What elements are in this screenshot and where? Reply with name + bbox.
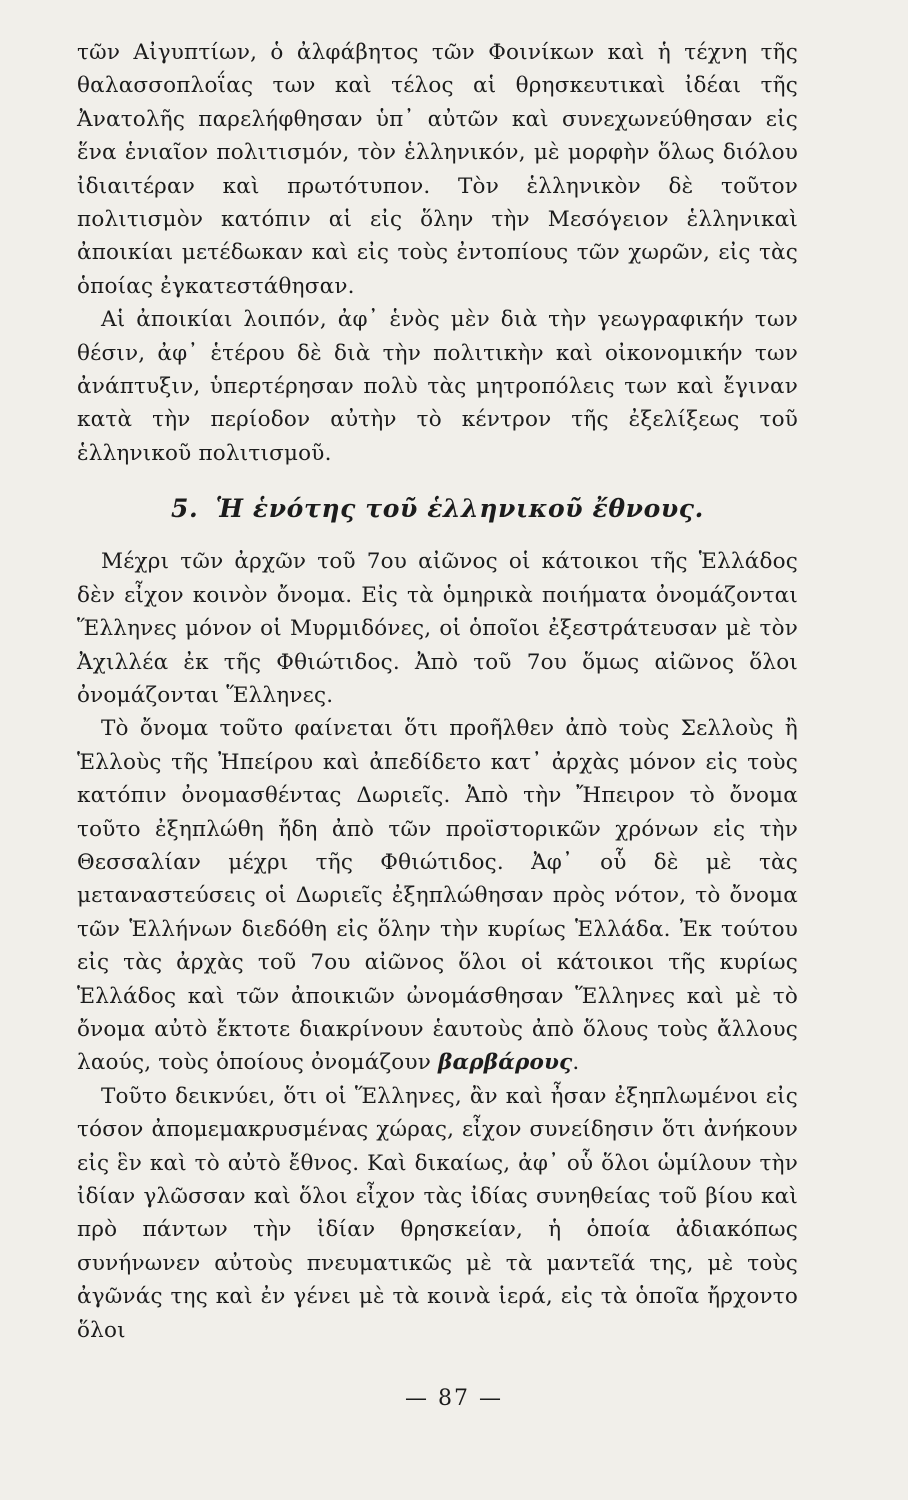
paragraph-4: [77, 712, 798, 1079]
section-heading: [77, 494, 798, 523]
paragraph-4-end: .: [572, 1050, 580, 1076]
paragraph-2: Αἱ ἀποικίαι λοιπόν, ἀφ᾽ ἑνὸς μὲν διὰ τὴν γεωγραφικήν των θέσιν, ἀφ᾽ ἑτέρου δὲ διὰ τὴν πολιτικὴν καὶ οἰκονομικήν των ἀνάπτυξιν, ὑπερτέρησαν πολὺ τὰς μητροπόλεις των καὶ ἔγιναν κατὰ τὴν περίοδον αὐτὴν τὸ κέντρον τῆς ἐξελίξεως τοῦ ἑλληνικοῦ πολιτισμοῦ.: [77, 307, 798, 466]
emphasized-word: βαρβάρους: [438, 1050, 573, 1076]
section-number: 5.: [171, 494, 199, 524]
paragraph-4-text: Τὸ ὄνομα τοῦτο φαίνεται ὅτι προῆλθεν ἀπὸ τοὺς Σελλοὺς ἢ Ἑλλοὺς τῆς Ἠπείρου καὶ ἀπεδίδετο κατ᾽ ἀρχὰς μόνον εἰς τοὺς κατόπιν ὀνομασθέντας Δωριεῖς. Ἀπὸ τὴν Ἤπειρον τὸ ὄνομα τοῦτο ἐξηπλώθη ἤδη ἀπὸ τῶν προϊστορικῶν χρόνων εἰς τὴν Θεσσαλίαν μέχρι τῆς Φθιώτιδος. Ἀφ᾽ οὗ δὲ μὲ τὰς μεταναστεύσεις οἱ Δωριεῖς ἐξηπλώθησαν πρὸς νότον, τὸ ὄνομα τῶν Ἑλλήνων διεδόθη εἰς ὅλην τὴν κυρίως Ἑλλάδα. Ἐκ τούτου εἰς τὰς ἀρχὰς τοῦ 7ου αἰῶνος ὅλοι οἱ κάτοικοι τῆς κυρίως Ἑλλάδος καὶ τῶν ἀποικιῶν ὠνομάσθησαν Ἕλληνες καὶ μὲ τὸ ὄνομα αὐτὸ ἔκτοτε διακρίνουν ἑαυτοὺς ἀπὸ ὅλους τοὺς ἄλλους λαούς, τοὺς ὁποίους ὀνομάζουν: [77, 716, 798, 1076]
paragraph-1: τῶν Αἰγυπτίων, ὁ ἀλφάβητος τῶν Φοινίκων καὶ ἡ τέχνη τῆς θαλασσοπλοΐας των καὶ τέλος αἱ θρησκευτικαὶ ἰδέαι τῆς Ἀνατολῆς παρελήφθησαν ὑπ᾽ αὐτῶν καὶ συνεχωνεύθησαν εἰς ἕνα ἑνιαῖον πολιτισμόν, τὸν ἑλληνικόν, μὲ μορφὴν ὅλως διόλου ἰδιαιτέραν καὶ πρωτότυπον. Τὸν ἑλληνικὸν δὲ τοῦτον πολιτισμὸν κατόπιν αἱ εἰς ὅλην τὴν Μεσόγειον ἑλληνικαὶ ἀποικίαι μετέδωκαν καὶ εἰς τοὺς ἐντοπίους τῶν χωρῶν, εἰς τὰς ὁποίας ἐγκατεστάθησαν.: [77, 40, 798, 299]
section-title: Ἡ ἑνότης τοῦ ἑλληνικοῦ ἔθνους.: [215, 494, 704, 524]
paragraph-3: Μέχρι τῶν ἀρχῶν τοῦ 7ου αἰῶνος οἱ κάτοικοι τῆς Ἑλλάδος δὲν εἶχον κοινὸν ὄνομα. Εἰς τὰ ὁμηρικὰ ποιήματα ὀνομάζονται Ἕλληνες μόνον οἱ Μυρμιδόνες, οἱ ὁποῖοι ἐξεστράτευσαν μὲ τὸν Ἀχιλλέα ἐκ τῆς Φθιώτιδος. Ἀπὸ τοῦ 7ου ὅμως αἰῶνος ὅλοι ὀνομάζονται Ἕλληνες.: [77, 549, 798, 708]
page-number: — 87 —: [405, 1386, 503, 1411]
paragraph-5: Τοῦτο δεικνύει, ὅτι οἱ Ἕλληνες, ἂν καὶ ἦσαν ἐξηπλωμένοι εἰς τόσον ἀπομεμακρυσμένας χώρας, εἶχον συνείδησιν ὅτι ἀνήκουν εἰς ἓν καὶ τὸ αὐτὸ ἔθνος. Καὶ δικαίως, ἀφ᾽ οὗ ὅλοι ὡμίλουν τὴν ἰδίαν γλῶσσαν καὶ ὅλοι εἶχον τὰς ἰδίας συνηθείας τοῦ βίου καὶ πρὸ πάντων τὴν ἰδίαν θρησκείαν, ἡ ὁποία ἀδιακόπως συνήνωνεν αὐτοὺς πνευματικῶς μὲ τὰ μαντεῖά της, μὲ τοὺς ἀγῶνάς της καὶ ἐν γένει μὲ τὰ κοινὰ ἱερά, εἰς τὰ ὁποῖα ἤρχοντο ὅλοι: [77, 1083, 798, 1343]
